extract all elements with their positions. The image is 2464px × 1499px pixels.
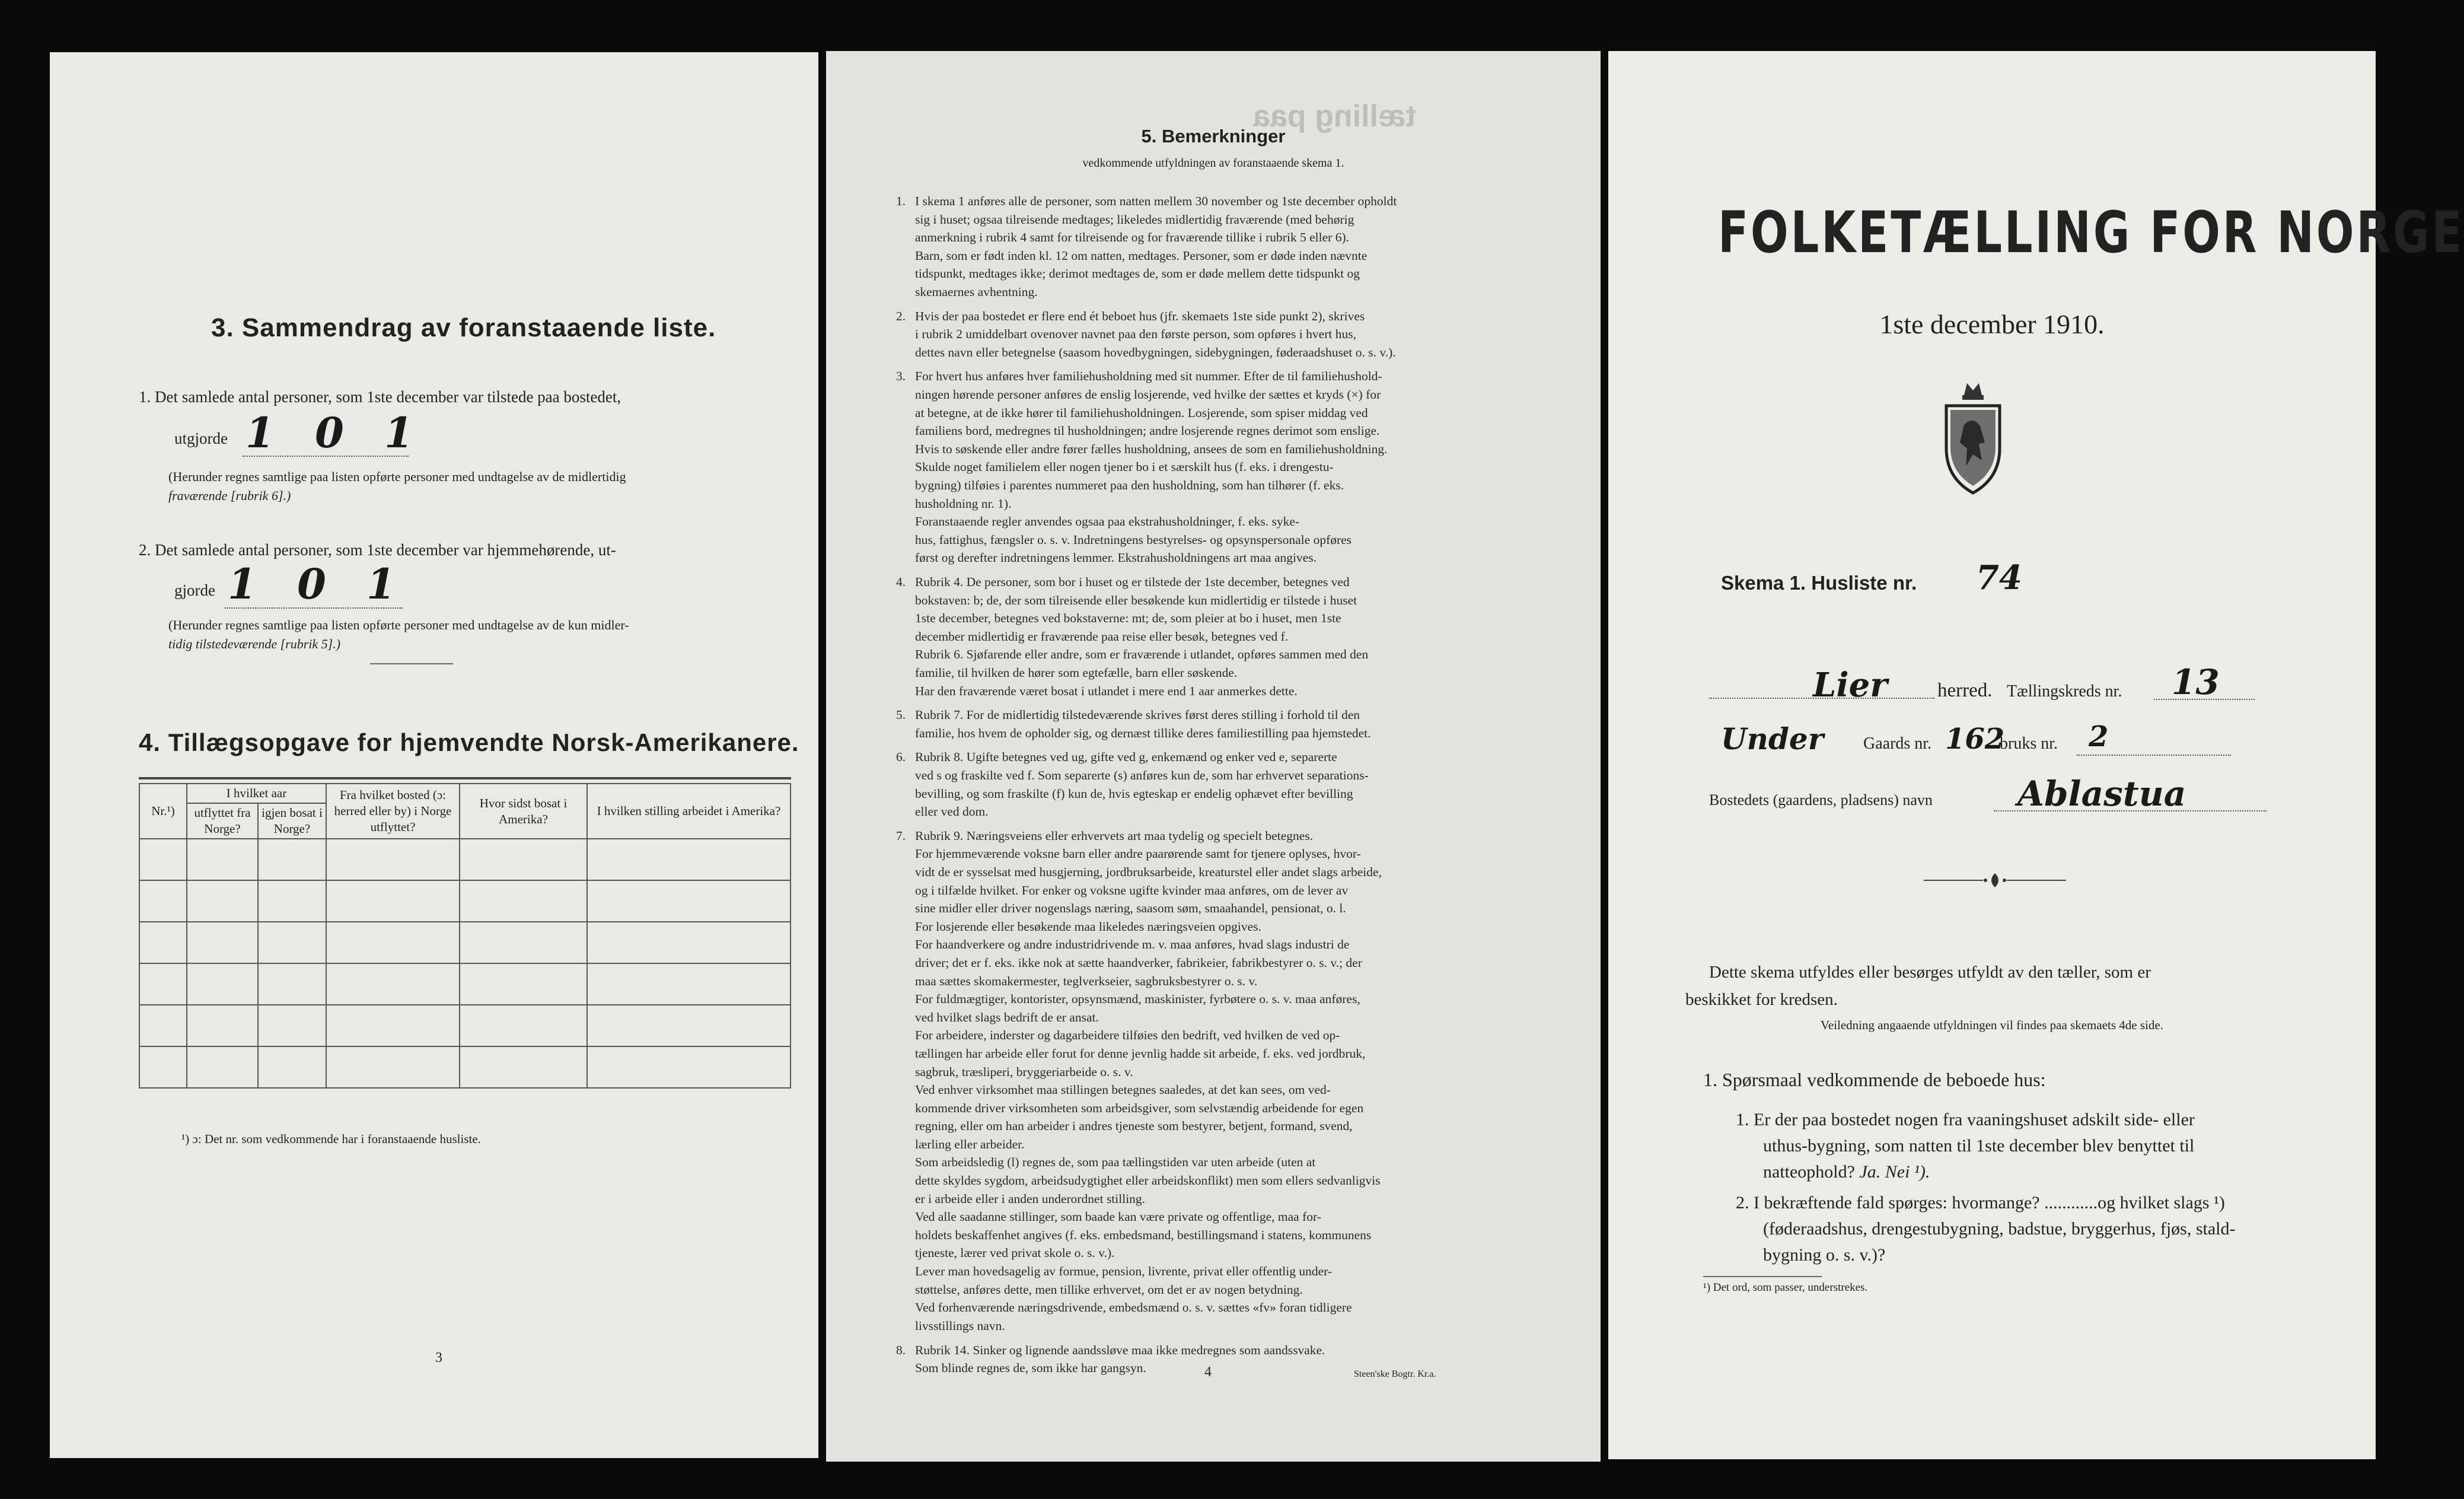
question-2: 2. I bekræftende fald spørges: hvormange? ............og hvilket slags ¹) (føderaadshus, drengestubygning, badstue, bryggerhus, fjøs, stald- bygning o. s. v.)? (1736, 1193, 2236, 1265)
remark-line: Rubrik 6. Sjøfarende eller andre, som er fraværende i utlandet, opføres sammen med den (915, 647, 1369, 662)
table-row (139, 1046, 790, 1088)
remark-line: Hvis to søskende eller andre fører fælles husholdning, ansees de som en familiehusholdning. (915, 441, 1388, 456)
item2-dotline (225, 607, 403, 609)
remark-line: ved hvilket slags bedrift de er ansat. (915, 1010, 1099, 1024)
bosted-value: Ablastua (2017, 774, 2186, 814)
remark-line: Ved alle saadanne stillinger, som baade kan være private og offentlige, maa for- (915, 1210, 1321, 1224)
q1-answer: Ja. Nei ¹). (1859, 1162, 1930, 1182)
remark-line: familiens bord, medregnes til husholdningen; andre losjerende regnes derimot som enslige. (915, 424, 1380, 438)
remark-line: For haandverkere og andre industridrivende m. v. maa anføres, hvad slags industri de (915, 937, 1350, 952)
page-cover (1608, 51, 2464, 1459)
remark-line: Hvis der paa bostedet er flere end ét beboet hus (jfr. skemaets 1ste side punkt 2), skrives (915, 308, 1365, 323)
col-utflyttet: utflyttet fra Norge? (187, 803, 258, 839)
bruk-label: bruks nr. (2000, 734, 2058, 753)
remark-line: ningen hørende personer anføres de enslig losjerende, ved hvilke der sættes et kryds (×) for (915, 387, 1381, 402)
page-number: 4 (1204, 1364, 1212, 1380)
remark-line: maa sættes skomakermester, teglverkseier, sagbruksbestyrer o. s. v. (915, 973, 1258, 988)
item1-text: 1. Det samlede antal personer, som 1ste december var tilstede paa bostedet, (139, 388, 621, 406)
remark-line: holdets beskaffenhet angives (f. eks. embedsmand, bestillingsmand i statens, kommunens (915, 1227, 1372, 1242)
cover-title: FOLKETÆLLING FOR NORGE (1718, 199, 2464, 266)
remark-line: dette skyldes sygdom, arbeidsudygtighet eller arbeidskonflikt) men som ellers sedvanligvis (915, 1173, 1381, 1188)
col-hvor: Hvor sidst bosat i Amerika? (460, 784, 587, 839)
remark-line: Som arbeidsledig (l) regnes de, som paa tællingstiden var uten arbeide (uten at (915, 1155, 1316, 1170)
remark-line: Har den fraværende været bosat i utlandet i mere end 1 aar anmerkes dette. (915, 683, 1298, 698)
remark-line: bygning) tilføies i parentes nummeret paa den husholdning, som han tilhører (f. eks. (915, 478, 1344, 492)
remark-line: Lever man hovedsagelig av formue, pension, livrente, privat eller offentlig under- (915, 1264, 1333, 1279)
herred-label: herred. (1937, 680, 1993, 701)
remark-line: livsstillings navn. (915, 1318, 1005, 1333)
remark-line: i rubrik 2 umiddelbart ovenover navnet paa den første person, som opføres i hvert hus, (915, 327, 1356, 342)
remark-line: hus, fattighus, fængsler o. s. v. Indretningens bestyrelses- og opsynspersonale opføres (915, 532, 1352, 547)
remark-line: skemaernes avhentning. (915, 284, 1038, 299)
table-row (139, 1005, 790, 1046)
remarks-subtitle: vedkommende utfyldningen av foranstaaende skema 1. (1082, 157, 1344, 170)
remark-line: Rubrik 8. Ugifte betegnes ved ug, gifte ved g, enkemænd og enker ved e, separerte (915, 750, 1337, 765)
remark-line: For arbeidere, inderster og dagarbeidere tilføies den bedrift, ved hvilken de ved op- (915, 1028, 1340, 1043)
gaard-label: Gaards nr. (1863, 734, 1932, 753)
remark-line: sig i huset; ogsaa tilreisende medtages; likeledes midlertidig fraværende (med behørig (915, 212, 1354, 227)
cover-footnote: ¹) Det ord, som passer, understrekes. (1703, 1281, 1868, 1294)
question-1: 1. Er der paa bostedet nogen fra vaaningshuset adskilt side- eller uthus-bygning, som natten til 1ste december blev benyttet til natteophold? Ja. Nei ¹). (1736, 1110, 2195, 1182)
divider (370, 663, 453, 664)
remark-line: Rubrik 9. Næringsveiens eller erhvervets art maa tydelig og specielt betegnes. (915, 828, 1314, 843)
table-row (139, 880, 790, 922)
remark-number: 3. (896, 369, 906, 384)
remark-line: familie, til hvilken de hører som egtefælle, barn eller søskende. (915, 665, 1238, 680)
remark-line: For fuldmægtiger, kontorister, opsynsmænd, maskinister, fyrbøtere o. s. v. maa anføres, (915, 992, 1360, 1007)
section3-item2: 2. Det samlede antal personer, som 1ste december var hjemmehørende, ut- (139, 541, 616, 559)
remark-line: dettes navn eller betegnelse (saasom hovedbygningen, sidebygningen, føderaadshuset o. s. v.). (915, 345, 1396, 359)
remark-line: husholdning nr. 1). (915, 496, 1012, 511)
remark-item (896, 573, 1561, 700)
item2-handwritten-value: 1 0 1 (228, 559, 409, 609)
remark-line: 1ste december, betegnes ved bokstaverne: mt; de, som pleier at bo i huset, men 1ste (915, 611, 1341, 626)
item2-note: (Herunder regnes samtlige paa listen opførte personer med undtagelse av de kun midler- tidig tilstedeværende [rubrik 5].) (168, 618, 629, 651)
section3-item1 (139, 384, 791, 409)
table-footnote: ¹) ɔ: Det nr. som vedkommende har i foranstaaende husliste. (181, 1132, 481, 1146)
norsk-amerikanere-table (139, 783, 791, 1089)
col-stilling: I hvilken stilling arbeidet i Amerika? (587, 784, 790, 839)
remark-line: at betegne, at de ikke hører til familiehusholdningen. Losjerende, som spiser middag ved (915, 405, 1368, 420)
remark-item (896, 706, 1561, 742)
item1-prefix: utgjorde (174, 429, 228, 447)
remark-line: eller ved dom. (915, 804, 989, 819)
remark-line: Rubrik 14. Sinker og lignende aandssløve maa ikke medregnes som aandssvake. (915, 1342, 1325, 1357)
bruk-value: 2 (2089, 720, 2109, 753)
col-group-year: I hvilket aar (187, 784, 326, 803)
item1-dotline (243, 456, 409, 457)
coat-of-arms-icon (1937, 377, 2009, 496)
section3-title: 3. Sammendrag av foranstaaende liste. (211, 313, 716, 342)
remark-line: og i tilfælde hvilket. For enker og voksne ugifte kvinder maa anføres, om de lever av (915, 883, 1349, 898)
remark-line: Ved enhver virksomhet maa stillingen betegnes saaledes, at det kan sees, om ved- (915, 1083, 1331, 1097)
remark-line: bevilling, og som fraskilte (f) kun de, hvis egteskap er endelig ophævet efter bevilling (915, 786, 1353, 801)
herred-value: Lier (1813, 666, 1888, 705)
remark-number: 2. (896, 308, 906, 323)
page-middle (826, 51, 1601, 1462)
remark-line: tællingen har arbeide eller forut for denne jevnlig hadde sit arbeide, f. eks. ved jordbruk, (915, 1046, 1366, 1061)
remark-line: ved s og fraskilte ved f. Som separerte (s) anføres kun de, som har erhvervet separations- (915, 768, 1369, 782)
under-value: Under (1721, 721, 1824, 756)
remark-item (896, 748, 1561, 820)
page-number: 3 (435, 1350, 442, 1366)
item2-prefix: gjorde (174, 581, 215, 599)
remark-line: Barn, som er født inden kl. 12 om natten, medtages. Personer, som er døde inden nævnte (915, 248, 1368, 263)
remark-line: Skulde noget familielem eller nogen tjener bo i et særskilt hus (f. eks. i drengestu- (915, 460, 1334, 475)
remark-line: For hjemmeværende voksne barn eller andre paarørende samt for tjenere oplyses, hvor- (915, 846, 1361, 861)
table-row (139, 963, 790, 1005)
remark-number: 1. (896, 194, 906, 208)
section4-title: 4. Tillægsopgave for hjemvendte Norsk-Amerikanere. (139, 728, 799, 756)
remark-line: regning, eller om han arbeider i andres tjeneste som bestyrer, betjent, formand, svend, (915, 1119, 1353, 1134)
remark-line: kommende driver virksomheten som arbeidsgiver, som selvstændig arbeidende for egen (915, 1100, 1364, 1115)
remark-line: driver; det er f. eks. ikke nok at sætte haandverker, fabrikeier, fabrikbestyrer o. s. v.; der (915, 955, 1362, 970)
kreds-dotline (2154, 699, 2255, 700)
remark-line: først og derefter indretningens lemmer. Ekstrahusholdningens art maa angives. (915, 550, 1317, 565)
remark-item (896, 1341, 1561, 1377)
remark-line: Rubrik 4. De personer, som bor i huset og er tilstede der 1ste december, betegnes ved (915, 575, 1350, 589)
remark-number: 6. (896, 750, 906, 765)
col-nr: Nr.¹) (139, 784, 187, 839)
remark-line: Som blinde regnes de, som ikke har gangsyn. (915, 1361, 1146, 1376)
col-fra: Fra hvilket bosted (ɔ: herred eller by) i Norge utflyttet? (326, 784, 460, 839)
item1-handwritten-value: 1 0 1 (246, 408, 426, 457)
remark-line: familie, hos hvem de opholder sig, og dernæst tillike deres familiestilling paa hjemstedet. (915, 725, 1371, 740)
page-left (50, 52, 818, 1458)
remark-line: For hvert hus anføres hver familiehusholdning med sit nummer. Efter de til familiehushold- (915, 369, 1382, 384)
cover-date: 1ste december 1910. (1879, 309, 2105, 339)
bosted-label: Bostedets (gaardens, pladsens) navn (1709, 791, 1933, 809)
remark-number: 8. (896, 1342, 906, 1357)
remark-line: Foranstaaende regler anvendes ogsaa paa ekstrahusholdninger, f. eks. syke- (915, 514, 1300, 529)
item1-note: (Herunder regnes samtlige paa listen opførte personer med undtagelse av de midlertidig fraværende [rubrik 6].) (168, 469, 626, 503)
remark-item (896, 192, 1561, 301)
remark-line: er i arbeide eller i anden underordnet stilling. (915, 1191, 1146, 1206)
remark-line: tidspunkt, medtages ikke; derimot medtages de, som er døde mellem dette tidspunkt og (915, 266, 1360, 281)
fill-note: Dette skema utfyldes eller besørges utfyldt av den tæller, som er beskikket for kredsen. (1685, 963, 2151, 1009)
questions-heading: 1. Spørsmaal vedkommende de beboede hus: (1703, 1069, 2046, 1090)
footnote-rule (1703, 1276, 1822, 1277)
guide-note: Veiledning angaaende utfyldningen vil findes paa skemaets 4de side. (1821, 1018, 2163, 1032)
gaard-value: 162 (1945, 723, 2005, 756)
remark-line: anmerkning i rubrik 4 samt for tilreisende og for fraværende tillike i rubrik 5 eller 6). (915, 230, 1349, 245)
remark-line: vidt de er sysselsat med husgjerning, jordbruksarbeide, kreaturstel eller andet slags arbeide, (915, 864, 1382, 879)
remark-line: tjeneste, lærer ved privat skole o. s. v.). (915, 1246, 1115, 1261)
remark-line: I skema 1 anføres alle de personer, som natten mellem 30 november og 1ste december opholdt (915, 194, 1397, 208)
ornament-divider-icon (1924, 870, 2066, 891)
kreds-value: 13 (2172, 662, 2220, 702)
printer-credit: Steen'ske Bogtr. Kr.a. (1354, 1369, 1436, 1379)
remark-number: 4. (896, 575, 906, 589)
kreds-label: Tællingskreds nr. (2007, 682, 2122, 701)
remarks-title: 5. Bemerkninger (1141, 126, 1286, 147)
remark-line: støttelse, anføres dette, men tillike erhvervet, om det er av nogen betydning. (915, 1282, 1303, 1297)
remark-line: lærling eller arbeider. (915, 1137, 1025, 1151)
remark-item (896, 367, 1561, 567)
remark-line: For losjerende eller besøkende maa likeledes næringsveien opgives. (915, 919, 1261, 934)
table-top-rule (139, 777, 791, 779)
table-row (139, 839, 790, 880)
bruk-dotline (2077, 755, 2231, 756)
bleed-through-text: tælling paa (1253, 99, 1416, 133)
col-igjen: igjen bosat i Norge? (258, 803, 326, 839)
remark-number: 7. (896, 828, 906, 843)
remark-item (896, 307, 1561, 362)
remark-line: sine midler eller driver nogenslags næring, saasom søm, smaahandel, pensionat, o. l. (915, 901, 1346, 916)
remark-line: bokstaven: b; de, der som tilreisende eller besøkende kun midlertidig er tilstede i huset (915, 593, 1357, 607)
table-row (139, 922, 790, 963)
skema-label: Skema 1. Husliste nr. (1721, 572, 1917, 594)
husliste-number: 74 (1976, 558, 2022, 597)
remark-item (896, 827, 1561, 1335)
remark-line: Ved forhenværende næringsdrivende, embedsmænd o. s. v. sættes «fv» foran tidligere (915, 1300, 1352, 1315)
remark-line: december midlertidig er fraværende paa reise eller besøk, betegnes ved f. (915, 629, 1289, 644)
bosted-dotline (1994, 810, 2267, 811)
remark-line: Rubrik 7. For de midlertidig tilstedeværende skrives først deres stilling i forhold til den (915, 708, 1360, 723)
remark-line: sagbruk, træsliperi, bryggeriarbeide o. s. v. (915, 1064, 1133, 1079)
remark-number: 5. (896, 708, 906, 723)
